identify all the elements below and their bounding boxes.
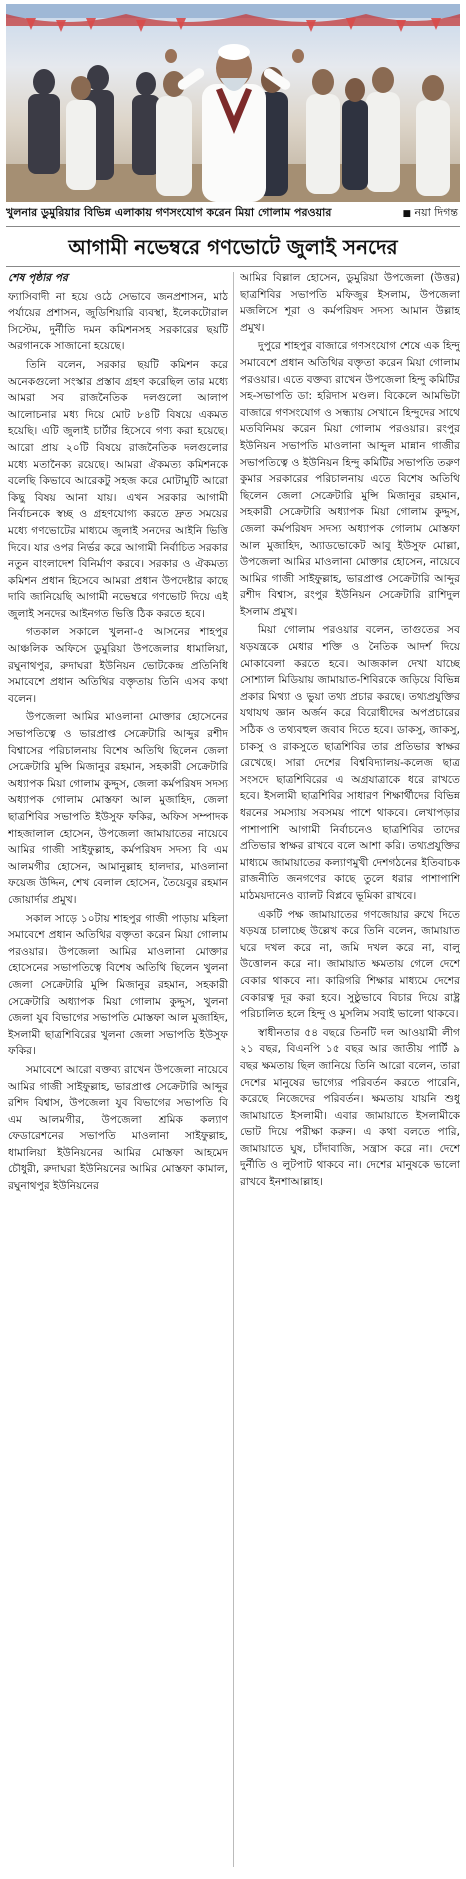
news-photo [6,4,460,202]
article-paragraph: আমির বিল্লাল হোসেন, ডুমুরিয়া উপজেলা (উত্তর) ছাত্রশিবির সভাপতি মফিজুর ইসলাম, উপজেলা মজলিসে শূরা ও কর্মপরিষদ সদস্য আমান উল্লাহ প্রমুখ। [240,272,460,334]
article-paragraph: দুপুরে শাহপুর বাজারে গণসংযোগ শেষে এক হিন্দু সমাবেশে প্রধান অতিথির বক্তৃতা করেন মিয়া গোলাম পরওয়ার। এতে বক্তব্য রাখেন উপজেলা হিন্দু কমিটির সহ-সভাপতি ডা: হরিদাস মণ্ডল। বিকেলে আমভিটা বাজারে গণসংযোগ ও সন্ধ্যায় সেখানে হিন্দুদের সাথে মতবিনিময় করেন মিয়া গোলাম পরওয়ার। রংপুর ইউনিয়ন সভাপতি মাওলানা আব্দুল মান্নান গাজীর সভাপতিত্বে ও ইউনিয়ন হিন্দু কমিটির সভাপতি তরুণ কুমার সরকারের পরিচালনায় এতে বিশেষ অতিথি ছিলেন জেলা সেক্রেটারি মুন্সি মিজানুর রহমান, সহকারী সেক্রেটারি অধ্যাপক মিয়া গোলাম কুদ্দুস, জেলা কর্মপরিষদ সদস্য অধ্যাপক গোলাম মোস্তফা আল মুজাহিদ, অ্যাডভোকেট আবু ইউসুফ মোল্লা, উপজেলা আমির মাওলানা মোক্তার হোসেন, নায়েবে আমির গাজী সাইফুল্লাহ, ভারপ্রাপ্ত সেক্রেটারি আব্দুর রশীদ বিশ্বাস, রংপুর ইউনিয়ন সেক্রেটারি রাশিদুল ইসলাম প্রমুখ। [240,340,460,618]
article-paragraph: ফ্যাসিবাদী না হয়ে ওঠে সেভাবে জনপ্রশাসন, মাঠ পর্যায়ের প্রশাসন, জুডিশিয়ারি ব্যবস্থা, ইলেকটোরাল সিস্টেম, দুর্নীতি দমন কমিশনসহ সরকারের ছয়টি অরগানকে সাজানো হয়েছে। [8,290,228,353]
photo-credit [403,204,458,223]
column-divider [233,272,234,1867]
article-paragraph: সকাল সাড়ে ১০টায় শাহপুর গাজী পাড়ায় মহিলা সমাবেশে প্রধান অতিথির বক্তৃতা করেন মিয়া গোলাম পরওয়ার। উপজেলা আমির মাওলানা মোক্তার হোসেনের সভাপতিত্বে বিশেষ অতিথি ছিলেন খুলনা জেলা সেক্রেটারি মুন্সি মিজানুর রহমান, সহকারী সেক্রেটারি অধ্যাপক মিয়া গোলাম কুদ্দুস, খুলনা জেলা যুব বিভাগের সভাপতি মোস্তফা আল মুজাহিদ, ইসলামী ছাত্রশিবিরের খুলনা জেলা সভাপতি ইউসুফ ফকির। [8,912,228,1058]
article-paragraph: সমাবেশে আরো বক্তব্য রাখেন উপজেলা নায়েবে আমির গাজী সাইফুল্লাহ, ভারপ্রাপ্ত সেক্রেটারি আব্দুর রশিদ বিশ্বাস, উপজেলা যুব বিভাগের সভাপতি বি এম আলমগীর, উপজেলা শ্রমিক কল্যাণ ফেডারেশনের সভাপতি মাওলানা সাইফুল্লাহ, ধামালিয়া ইউনিয়নের আমির মোস্তফা আহমেদ চৌধুরী, রুদাঘরা ইউনিয়নের আমির মোস্তফা কামাল, রঘুনাথপুর ইউনিয়নের [8,1063,228,1193]
article-column-right [240,270,460,1870]
article-paragraph: তিনি বলেন, সরকার ছয়টি কমিশন করে অনেকগুলো সংস্কার প্রস্তাব গ্রহণ করেছিল তার মধ্যে আমরা সব রাজনৈতিক দলগুলো আলাপ আলোচনার মধ্য দিয়ে মোট ৮৪টি বিষয়ে একমত হয়েছি। এটি জুলাই চার্টার হিসেবে গণ্য করা হয়েছে। আরো প্রায় ২০টি বিষয়ে রাজনৈতিক দলগুলোর মধ্যে মতানৈক্য রয়েছে। আমরা ঐকমত্য কমিশনকে বলেছি কিভাবে আরেকটু সহজ করে মোটামুটি আরো কিছু বিষয় আনা যায়। এখন সরকার আগামী নির্বাচনকে স্বচ্ছ ও গ্রহণযোগ্য করতে দ্রুত সময়ের মধ্যে গণভোটের মাধ্যমে জুলাই সনদের আইনি ভিত্তি দিবে। যার ওপর নির্ভর করে আগামী নির্বাচিত সরকার নতুন বাংলাদেশ বিনির্মাণ করবে। সরকার ও ঐকমত্য কমিশন প্রধান হিসেবে আমরা প্রধান উপদেষ্টার কাছে দাবি জানিয়েছি আগামী নভেম্বরে গণভোট দিয়ে এই জুলাই সনদের আইনগত ভিত্তি ঠিক করতে হবে। [8,358,228,620]
article-paragraph: উপজেলা আমির মাওলানা মোক্তার হোসেনের সভাপতিত্বে ও ভারপ্রাপ্ত সেক্রেটারি আব্দুর রশীদ বিশ্বাসের পরিচালনায় বিশেষ অতিথি ছিলেন জেলা সেক্রেটারি মুন্সি মিজানুর রহমান, সহকারী সেক্রেটারি অধ্যাপক মিয়া গোলাম কুদ্দুস, জেলা কর্মপরিষদ সদস্য অধ্যাপক গোলাম মোস্তফা আল মুজাহিদ, জেলা ছাত্রশিবির সভাপতি ইউসুফ ফকির, অফিস সম্পাদক শাহজালাল হোসেন, উপজেলা জামায়াতের নায়েবে আমির গাজী সাইফুল্লাহ, কর্মপরিষদ সদস্য বি এম আলমগীর হোসেন, আমানুল্লাহ হালদার, মাওলানা ফয়েজ উদ্দিন, শেখ বেলাল হোসেন, তৈয়েবুর রহমান জোয়ার্দার প্রমুখ। [8,711,228,906]
continued-label: শেষ পৃষ্ঠার পর [8,272,68,284]
article-paragraph: গতকাল সকালে খুলনা-৫ আসনের শাহপুর আঞ্চলিক অফিসে ডুমুরিয়া উপজেলার ধামালিয়া, রঘুনাথপুর, রুদাঘরা ইউনিয়ন ভোটকেন্দ্র প্রতিনিধি সমাবেশে প্রধান অতিথির বক্তৃতায় তিনি এসব কথা বলেন। [8,626,228,705]
caption-text: খুলনার ডুমুরিয়ার বিভিন্ন এলাকায় গণসংযোগ করেন মিয়া গোলাম পরওয়ার [6,206,332,219]
camera-icon: ■ [402,209,412,219]
photo-caption [6,204,460,222]
crowd-illustration [6,4,460,202]
article-paragraph: একটি পক্ষ জামায়াতের গণজোয়ার রুখে দিতে ষড়যন্ত্র চালাচ্ছে উল্লেখ করে তিনি বলেন, জামায়াত ঘরে দখল করে না, জমি দখল করে না, বালু উত্তোলন করে না। জামায়াত ক্ষমতায় গেলে দেশে বেকার থাকবে না। কারিগরি শিক্ষার মাধ্যমে দেশের বেকারত্ব দূর করা হবে। সুষ্ঠুভাবে বিচার দিয়ে রাষ্ট্র পরিচালিত হলে হিন্দু ও মুসলিম সবাই ভালো থাকবে। [240,908,460,1021]
article-paragraph: মিয়া গোলাম পরওয়ার বলেন, তাগুতের সব ষড়যন্ত্রকে মেধার শক্তি ও নৈতিক আদর্শ দিয়ে মোকাবেলা করতে হবে। আজকাল দেখা যাচ্ছে সোশ্যাল মিডিয়ায় জামায়াত-শিবিরকে জড়িয়ে বিভিন্ন প্রকার মিথ্যা ও ভুয়া তথ্য প্রচার করছে। তথ্যপ্রযুক্তির যথাযথ জ্ঞান অর্জন করে বিরোধীদের অপপ্রচারের সঠিক ও তথ্যবহুল জবাব দিতে হবে। ডাকসু, জাকসু, চাকসু ও রাকসুতে ছাত্রশিবির তার প্রতিভার স্বাক্ষর রেখেছে। সারা দেশের বিশ্ববিদ্যালয়-কলেজ ছাত্র সংসদে ছাত্রশিবিরের এ অগ্রযাত্রাকে ধরে রাখতে হবে। ইসলামী ছাত্রশিবির সাধারণ শিক্ষার্থীদের বিভিন্ন ধরনের সমস্যায় সবসময় পাশে থাকবে। লেখাপড়ার পাশাপাশি আগামী নির্বাচনেও ছাত্রশিবির তাদের প্রতিভার স্বাক্ষর রাখবে বলে আশা করি। তথ্যপ্রযুক্তির মাধ্যমে জামায়াতের কল্যাণমুখী দেশগঠনের ইতিবাচক রাজনীতি জনগণের কাছে তুলে ধরার পাশাপাশি মাঠময়দানেও ব্যালট বিপ্লবে ভূমিকা রাখবে। [240,624,460,902]
headline-rule [6,266,460,267]
article-paragraph: স্বাধীনতার ৫৪ বছরে তিনটি দল আওয়ামী লীগ ২১ বছর, বিএনপি ১৫ বছর আর জাতীয় পার্টি ৯ বছর ক্ষমতায় ছিল জানিয়ে তিনি আরো বলেন, তারা দেশের মানুষের ভাগ্যের পরিবর্তন করতে পারেনি, করেছে নিজেদের পরিবর্তন। ক্ষমতায় যায়নি শুধু জামায়াতে ইসলামী। এবার জামায়াতে ইসলামীকে ভোট দিয়ে পরীক্ষা করুন। এ কথা বলতে পারি, জামায়াতে ঘুষ, চাঁদাবাজি, সন্ত্রাস করে না। দেশে দুর্নীতি ও লুটপাট থাকবে না। দেশের মানুষকে ভালো রাখবে ইনশাআল্লাহ। [240,1026,460,1189]
article-headline: আগামী নভেম্বরে গণভোটে জুলাই সনদের [68,235,398,259]
top-rule [6,226,460,227]
article-column-left [8,270,228,1870]
credit-text: নয়া দিগন্ত [414,206,458,219]
